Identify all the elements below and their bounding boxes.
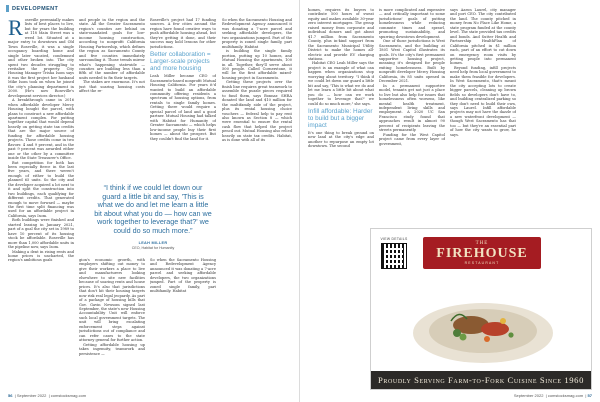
- article-column-2-bottom: [79, 258, 145, 390]
- paragraph: Funding for the West Capitol project came from every layer of government,: [379, 132, 445, 146]
- folio-left: 56 | September 2022 | comstocksmag.com: [8, 393, 87, 398]
- article-column-4: [222, 18, 292, 390]
- section-tag-bar: [6, 5, 9, 12]
- ad-tagline-bar: [371, 371, 591, 389]
- section-tag: [6, 5, 58, 12]
- folio-right: September 2022 | comstocksmag.com | 57: [513, 393, 592, 398]
- paragraph: But competition for both has been especially fierce in the last five years, and there weren't enough of either to build the planned 65 units. So the city and the developer acquired a lot next to it and split the construction into two buildings, each qualifying for different credits. That generated enough to move forward — maybe the first time split financing was used for an affordable project in California, says Isom.: [8, 160, 74, 218]
- paragraph: Leah Miller became CEO of Sacramento-based nonprofit Mutual Housing California. For years it'd wanted to build an affordable community offering residents a spectrum of housing options, from rentals to single family homes. Getting there would require a special parcel of land and a good partner. Mutual Housing had talked with Habitat for Humanity of Greater Sacramento — which helps low-income people buy their first homes — about the prospect. But they couldn't find the land for it.: [150, 74, 216, 141]
- paragraph: Habitat CEO Leah Miller says the project is an example of what can happen when organizations stop worrying about territory. "I think if we could let down our guard a little bit and say, 'This is what we do and let me learn a little bit about what you do — how can we work together to leverage that?' we could do so much more," she says.: [308, 61, 374, 106]
- paragraph-text: oseville perennially makes lists of best places to live, but for years the building at 118 Main Street was a weed lot. Situated at a major entry to downtown and Old Town Roseville, it was a single occupancy boarding home and single later vacated, condemned and other broken into. The city spent two decades struggling to revitalize the property. City Housing Manager Trisha Isom says it was the first project her husband Mike Isom took on when he joined the city's planning department in 2000. (He's now Roseville's development services director.): [8, 18, 74, 98]
- subhead: Better collaboration = Larger-scale projects and more housing: [150, 51, 211, 73]
- pull-quote: [94, 184, 212, 250]
- paragraph: Getting affordable housing up takes ingenuity, teamwork and persistence —: [79, 342, 145, 356]
- ad-tagline: Proudly Serving Farm-to-Fork Cuisine Since 1960: [378, 375, 584, 385]
- firehouse-logo: [423, 237, 541, 269]
- article-column-7: [450, 8, 516, 226]
- firehouse-advertisement[interactable]: [370, 228, 592, 390]
- logo-subtitle: RESTAURANT: [464, 261, 500, 265]
- qr-label: VIEW DETAILS: [380, 237, 408, 241]
- section-label: DEVELOPMENT: [12, 5, 59, 12]
- subhead: Infill affordable: Harder to build but a bigger impact: [308, 107, 373, 129]
- paragraph: Both buildings were finished and started leasing in January 2021, part of a goal the city set in 1989 to have 10 percent of its housing stock be affordable. Roseville has more than 1,000 affordable units in the pipeline now, says Isom.: [8, 218, 74, 250]
- paragraph: is building the single family portion, putting up 10 homes, and Mutual Housing the apartments, 100 in all. Together, they'll serve about 500 people. Called Cornerstone, it will be the first affordable mixed-housing project in Sacramento.: [222, 49, 292, 80]
- paragraph: Roseville's project had 17 funding sources. A few cities around the region have found creative ways to push affordable housing ahead, but they're getting it done, and their success may hold lessons for other jurisdictions.: [150, 18, 216, 49]
- pull-quote-text: “I think if we could let down our guard a little bit and say, 'This is what we do and let me learn a little bit about what you do — how can we work together to leverage that?' we could do so much more.”: [94, 183, 212, 235]
- issue-date: September 2022: [16, 393, 47, 398]
- article-column-2-top: [79, 18, 145, 180]
- paragraph: The stakes are enormous. It's not just that soaring housing costs affect the re-: [79, 80, 145, 94]
- paragraph: Making a dent in rising rents and home prices is uncharted, the region's ambitious goals: [8, 249, 74, 263]
- greens: [460, 334, 467, 341]
- article-column-5: [308, 8, 374, 226]
- logo-name: FIREHOUSE: [436, 246, 528, 261]
- site-url: comstocksmag.com: [547, 393, 584, 398]
- site-url: comstocksmag.com: [50, 393, 87, 398]
- carrot: [484, 336, 490, 342]
- paragraph: says Aaron Laurel, city manager and port CEO. The city contributed the land. The county pitched in money from No Place Like Home, a state program funded at the county level. The state provided tax credits and bonds. And Sutter Health and Partnership HealthPlan of California pitched in $1 million each, part of an effort to cut down on emergency room visits by getting people into permanent homes.: [450, 8, 516, 66]
- garnish: [500, 318, 506, 324]
- paragraph: homes, requires its buyers to contribute 500 hours of sweat equity and makes available 30-year zero interest mortgages. The group raised money from corporate and individual donors and got about $1.7 million from Sacramento County, plus in-kind support from the Sacramento Municipal Utility District to make the homes all-electric and provide EV charging stations.: [308, 8, 374, 61]
- paragraph: In a permanent supportive model, tenants get not just a place to live but also help for issues that homelessness often worsens, like mental health treatment, independent living skills and employment. A 2020 UC San Francisco study found that approaches result in almost 90 percent of recipients leaving the streets permanently.: [379, 83, 445, 133]
- paragraph: So when the Sacramento Housing and Redevelopment Agency announced it was donating a 7-acre parcel and seeking affordable developers, the two organizations jumped. Part of the property is zoned single family, part multifamily. Habitat: [222, 18, 292, 49]
- paragraph: It's one thing to break ground on new land at the city's edge and another to repurpose an empty lot downtown. The second: [308, 130, 374, 149]
- pull-quote-role: CEO, Habitat for Humanity: [131, 245, 175, 250]
- logo-the: THE: [475, 241, 489, 246]
- article-column-1: [8, 18, 74, 390]
- paragraph: So when the Sacramento Housing and Redevelopment Agency announced it was donating a 7-acre parcel and seeking affordable developers, the two organizations jumped. Part of the property is zoned single family, part multifamily. Habitat: [150, 258, 216, 294]
- article-column-3-top: [150, 18, 216, 180]
- paragraph: and people in the region and the state. All the Greater Sacramento region's counties are behind on state-mandated goals for low-income housing construction, according to nonprofit California Housing Partnership, which defines the region as Sacramento County and five counties immediately surrounding it. Those trends mirror what's happening statewide — counties are building less than a fifth of the number of affordable units needed to fix their targets.: [79, 18, 145, 80]
- right-page: [300, 0, 600, 402]
- herb: [508, 332, 513, 337]
- pull-quote-name: LEAH MILLER: [138, 240, 168, 245]
- paragraph: Getting these projects over the finish line requires great teamwork to assemble the puzzle pieces required to fund them, says Bonnar. SHRA donated the land and $10 million for the multifamily side of the project, plus its rental housing choice vouchers — federal help to pay rent also known as Section 8 — which were essential to ensure the rental cash flow that helped the project pencil out. Mutual Housing also relied heavily on state tax credits. Habitat, as is done with all of its: [222, 80, 292, 143]
- paragraph: [8, 18, 74, 98]
- paragraph: One of those jurisdictions is West Sacramento, and the building at 1801 West Capitol illustrates its goals. It's the city's first permanent supportive housing project, meaning it's designed for people exiting homelessness. Built by nonprofit developer Mercy Housing California, its 85 units opened in December 2021.: [379, 39, 445, 84]
- paragraph: A breakthrough came in 2016 when affordable developer Mercy Housing bought the parcel, with plans to construct a new affordable apartment complex. For putting together capital that would depend heavily on getting state tax credits that are the major source of funding for affordable housing projects. Those credits come in two flavors: 4 and 9 percent, and in the past 9 percent was awarded either one or the other by a committee inside the State Treasurer's Office.: [8, 98, 74, 161]
- qr-code-icon[interactable]: [381, 243, 407, 269]
- article-column-3-bottom: [150, 258, 216, 390]
- paragraph: Beyond funding, infill projects need help from local government to make them feasible for developers. In West Sacramento, that's meant the city accepting lots to create bigger parcels, cleaning up brown fields so developers don't have to, and building centralized parking so they don't need to build their own, says Laurel. Infill affordable projects may not have the dazzle of a new waterfront development — though West Sacramento has that too — but they're an essential part of how the city wants to grow, he says.: [450, 65, 516, 137]
- paragraph: is more complicated and expensive — and critically important to some jurisdictions' goals of putting homelessness while reducing commute times and sprawl, promoting sustainability, and spurring downtown development.: [379, 8, 445, 39]
- qr-code-block[interactable]: [379, 237, 409, 277]
- issue-date: September 2022: [513, 393, 544, 398]
- page-number: 57: [587, 393, 592, 398]
- sauce: [481, 322, 509, 336]
- drop-cap: R: [8, 18, 23, 40]
- article-column-6: [379, 8, 445, 226]
- food-plate-image: [391, 281, 575, 373]
- paragraph: gion's economic growth, with employers shifting out money to give their workers a place to live and manufacturers looking elsewhere to site new facilities because of soaring rents and house prices. It's also that jurisdictions that don't hit their housing targets now risk real legal jeopardy. As part of a package of housing bills that Gov. Gavin Newsom signed last September, the state's new Housing Accountability Unit will enforce such local government targets. The unit will bring escalating enforcement steps against jurisdictions out of compliance and can refer cases to the state attorney general for further action.: [79, 258, 145, 343]
- page-number: 56: [8, 393, 13, 398]
